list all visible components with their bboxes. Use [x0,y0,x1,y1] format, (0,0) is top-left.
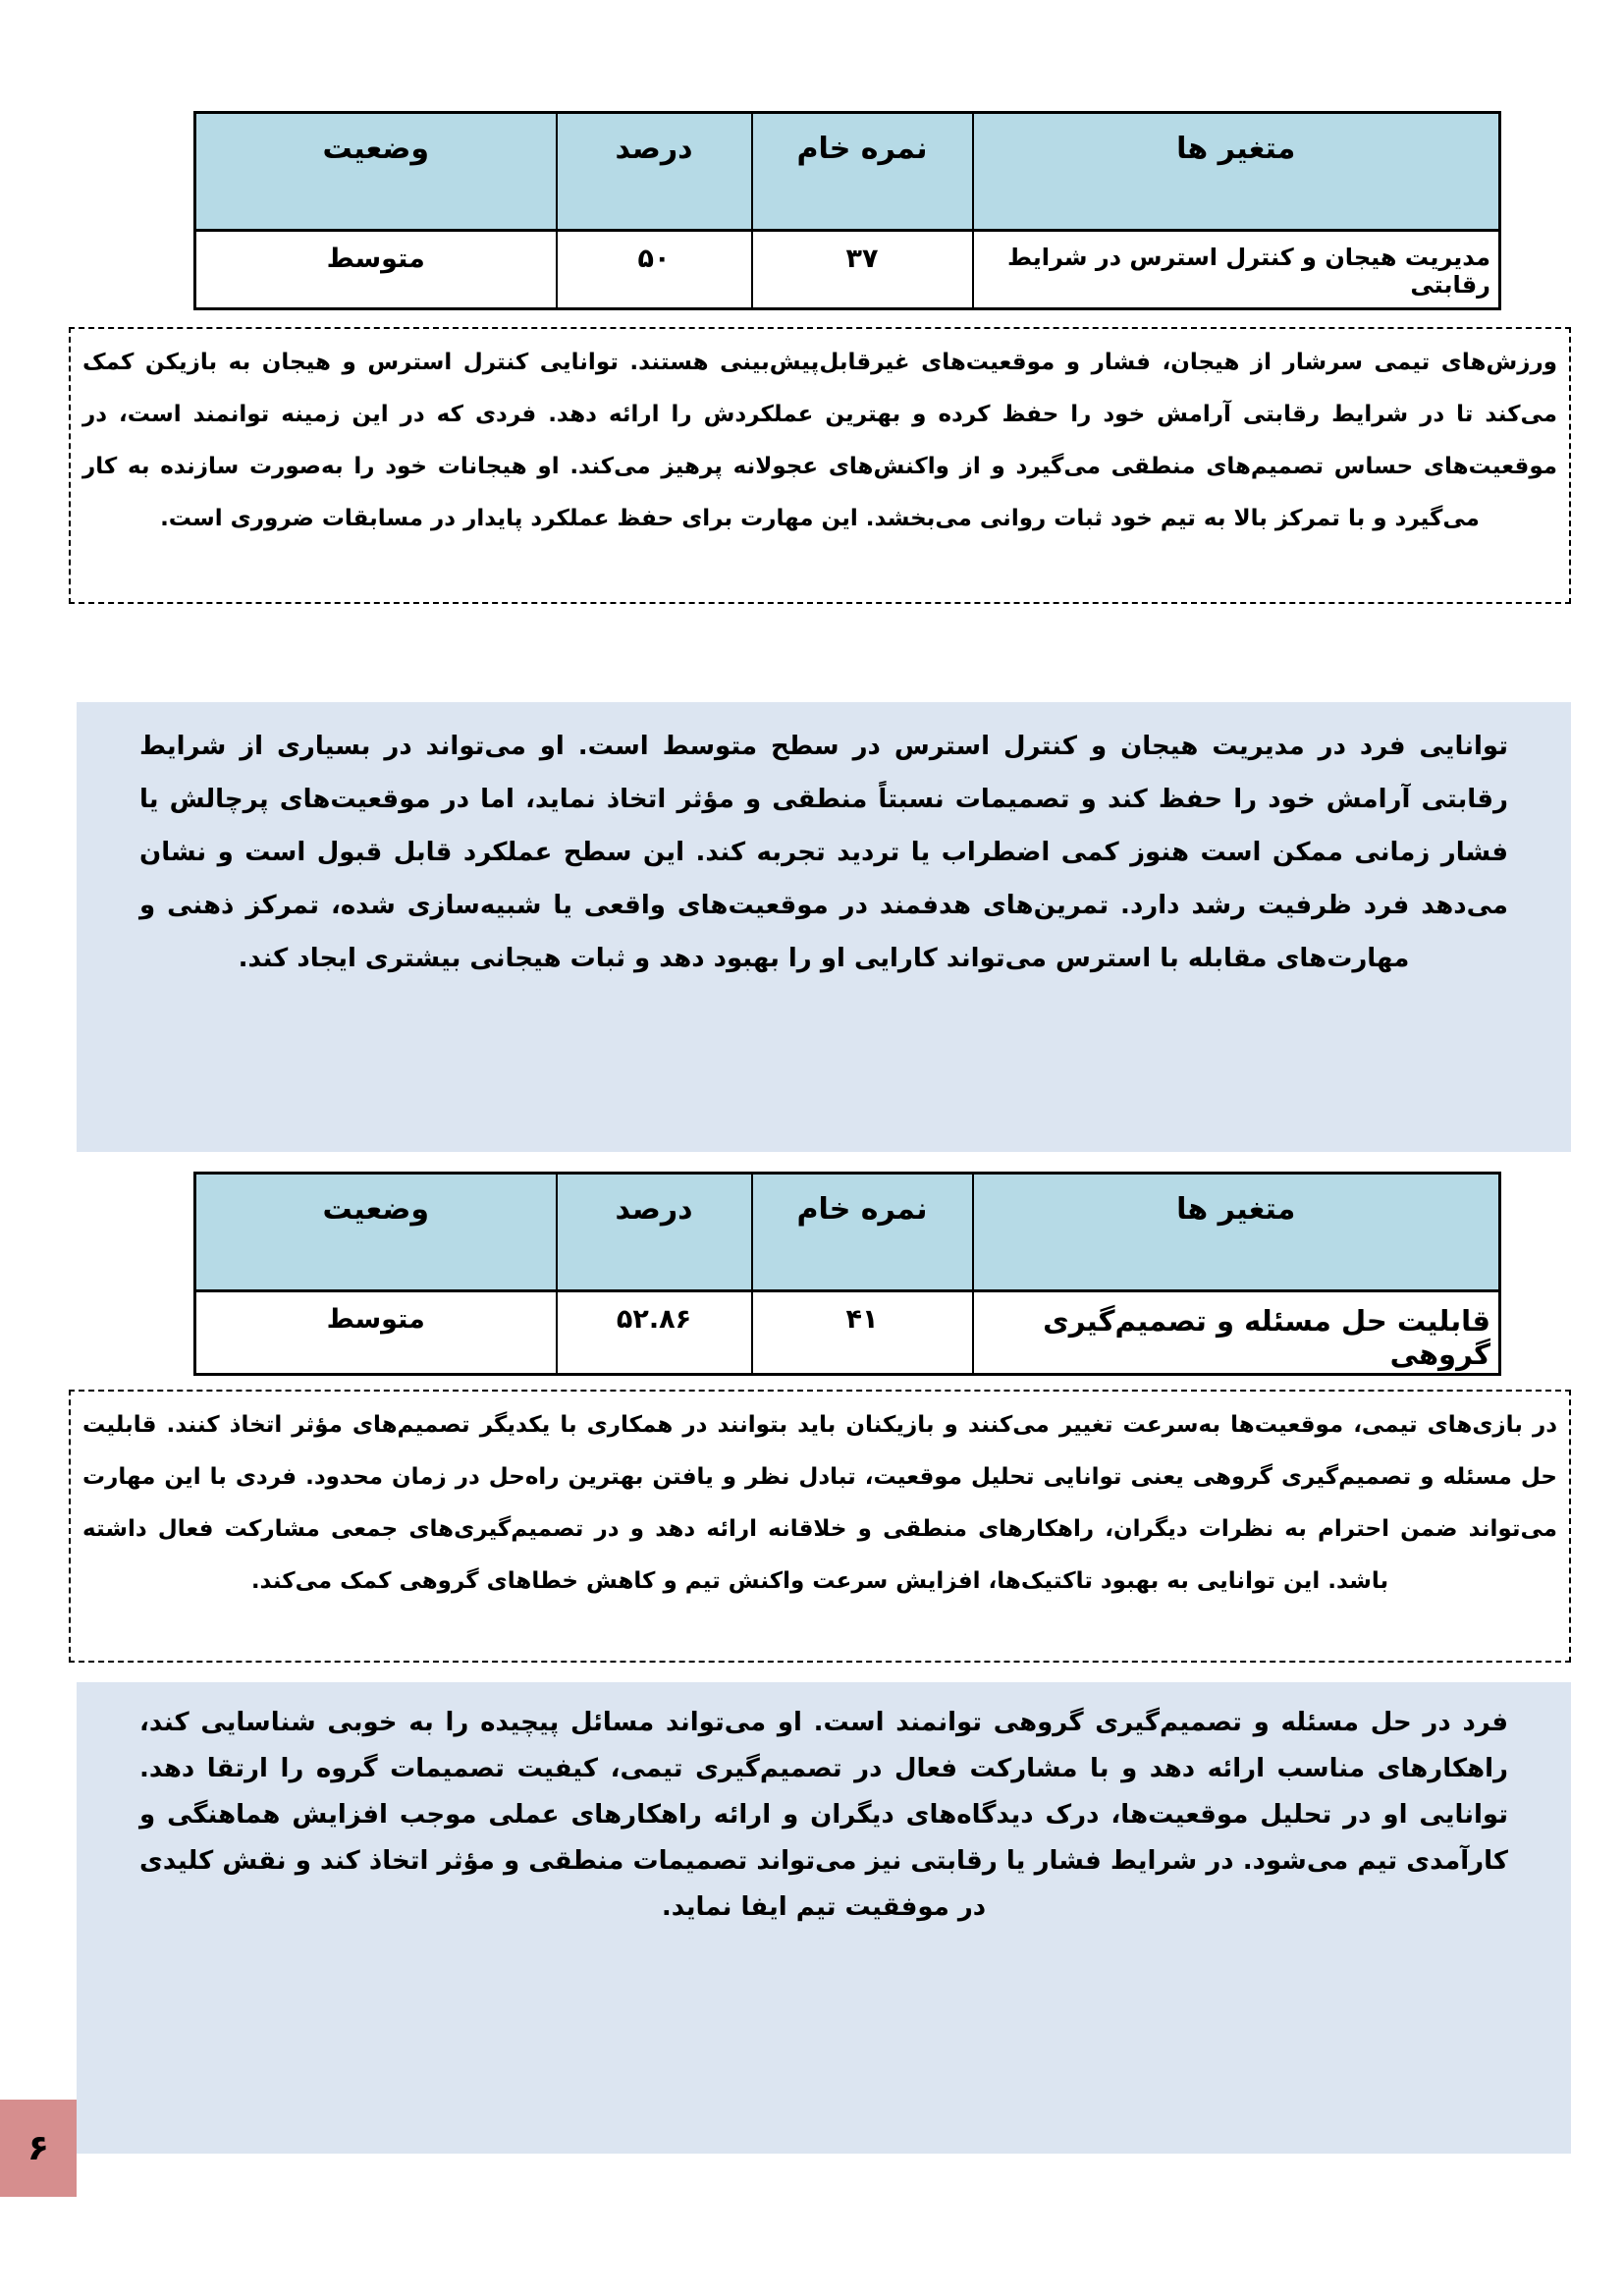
score-table-stress [193,111,1501,310]
table-header-row [195,1174,1500,1291]
description-box-problem-solving: در بازی‌های تیمی، موقعیت‌ها به‌سرعت تغییر می‌کنند و بازیکنان باید بتوانند در همکاری با یکدیگر تصمیم‌های مؤثر اتخاذ کنند. قابلیت حل مسئله و تصمیم‌گیری گروهی یعنی توانایی تحلیل موقعیت، تبادل نظر و یافتن بهترین راه‌حل در زمان محدود. فردی با این مهارت می‌تواند ضمن احترام به نظرات دیگران، راهکارهای منطقی و خلاقانه ارائه دهد و در تصمیم‌گیری‌های جمعی مشارکت فعال داشته باشد. این توانایی به بهبود تاکتیک‌ها، افزایش سرعت واکنش تیم و کاهش خطاهای گروهی کمک می‌کند. [69,1390,1571,1663]
status-value-problem-solving: متوسط [195,1291,557,1375]
variable-name-problem-solving: قابلیت حل مسئله و تصمیم‌گیری گروهی [973,1291,1500,1375]
table-row [195,1291,1500,1375]
interpretation-box-stress: توانایی فرد در مدیریت هیجان و کنترل استرس در سطح متوسط است. او می‌تواند در بسیاری از شرایط رقابتی آرامش خود را حفظ کند و تصمیمات نسبتاً منطقی و مؤثر اتخاذ نماید، اما در موقعیت‌های پرچالش یا فشار زمانی ممکن است هنوز کمی اضطراب یا تردید تجربه کند. این سطح عملکرد قابل قبول است و نشان می‌دهد فرد ظرفیت رشد دارد. تمرین‌های هدفمند در موقعیت‌های واقعی یا شبیه‌سازی شده، تمرکز ذهنی و مهارت‌های مقابله با استرس می‌تواند کارایی او را بهبود دهد و ثبات هیجانی بیشتری ایجاد کند. [77,702,1571,1152]
score-table-problem-solving [193,1172,1501,1376]
variable-name-stress: مدیریت هیجان و کنترل استرس در شرایط رقابتی [973,231,1500,309]
col-header-raw-score: نمره خام [752,1174,973,1291]
col-header-variables: متغیر ها [973,113,1500,231]
col-header-status: وضعیت [195,113,557,231]
raw-score-value-stress: ۳۷ [752,231,973,309]
raw-score-value-problem-solving: ۴۱ [752,1291,973,1375]
col-header-percent: درصد [557,1174,752,1291]
interpretation-box-problem-solving: فرد در حل مسئله و تصمیم‌گیری گروهی توانمند است. او می‌تواند مسائل پیچیده را به خوبی شناسایی کند، راهکارهای مناسب ارائه دهد و با مشارکت فعال در تصمیم‌گیری تیمی، کیفیت تصمیمات گروه را ارتقا دهد. توانایی او در تحلیل موقعیت‌ها، درک دیدگاه‌های دیگران و ارائه راهکارهای عملی موجب افزایش هماهنگی و کارآمدی تیم می‌شود. در شرایط فشار یا رقابتی نیز می‌تواند تصمیمات منطقی و مؤثر اتخاذ کند و نقش کلیدی در موفقیت تیم ایفا نماید. [77,1682,1571,2154]
percent-value-problem-solving: ۵۲.۸۶ [557,1291,752,1375]
col-header-status: وضعیت [195,1174,557,1291]
percent-value-stress: ۵۰ [557,231,752,309]
col-header-variables: متغیر ها [973,1174,1500,1291]
col-header-raw-score: نمره خام [752,113,973,231]
table-header-row [195,113,1500,231]
status-value-stress: متوسط [195,231,557,309]
table-row [195,231,1500,309]
description-box-stress: ورزش‌های تیمی سرشار از هیجان، فشار و موقعیت‌های غیرقابل‌پیش‌بینی هستند. توانایی کنترل استرس و هیجان به بازیکن کمک می‌کند تا در شرایط رقابتی آرامش خود را حفظ کرده و بهترین عملکردش را ارائه دهد. فردی که در این زمینه توانمند است، در موقعیت‌های حساس تصمیم‌های منطقی می‌گیرد و از واکنش‌های عجولانه پرهیز می‌کند. او هیجانات خود را به‌صورت سازنده به کار می‌گیرد و با تمرکز بالا به تیم خود ثبات روانی می‌بخشد. این مهارت برای حفظ عملکرد پایدار در مسابقات ضروری است. [69,327,1571,604]
col-header-percent: درصد [557,113,752,231]
page-number-badge: ۶ [0,2100,77,2197]
